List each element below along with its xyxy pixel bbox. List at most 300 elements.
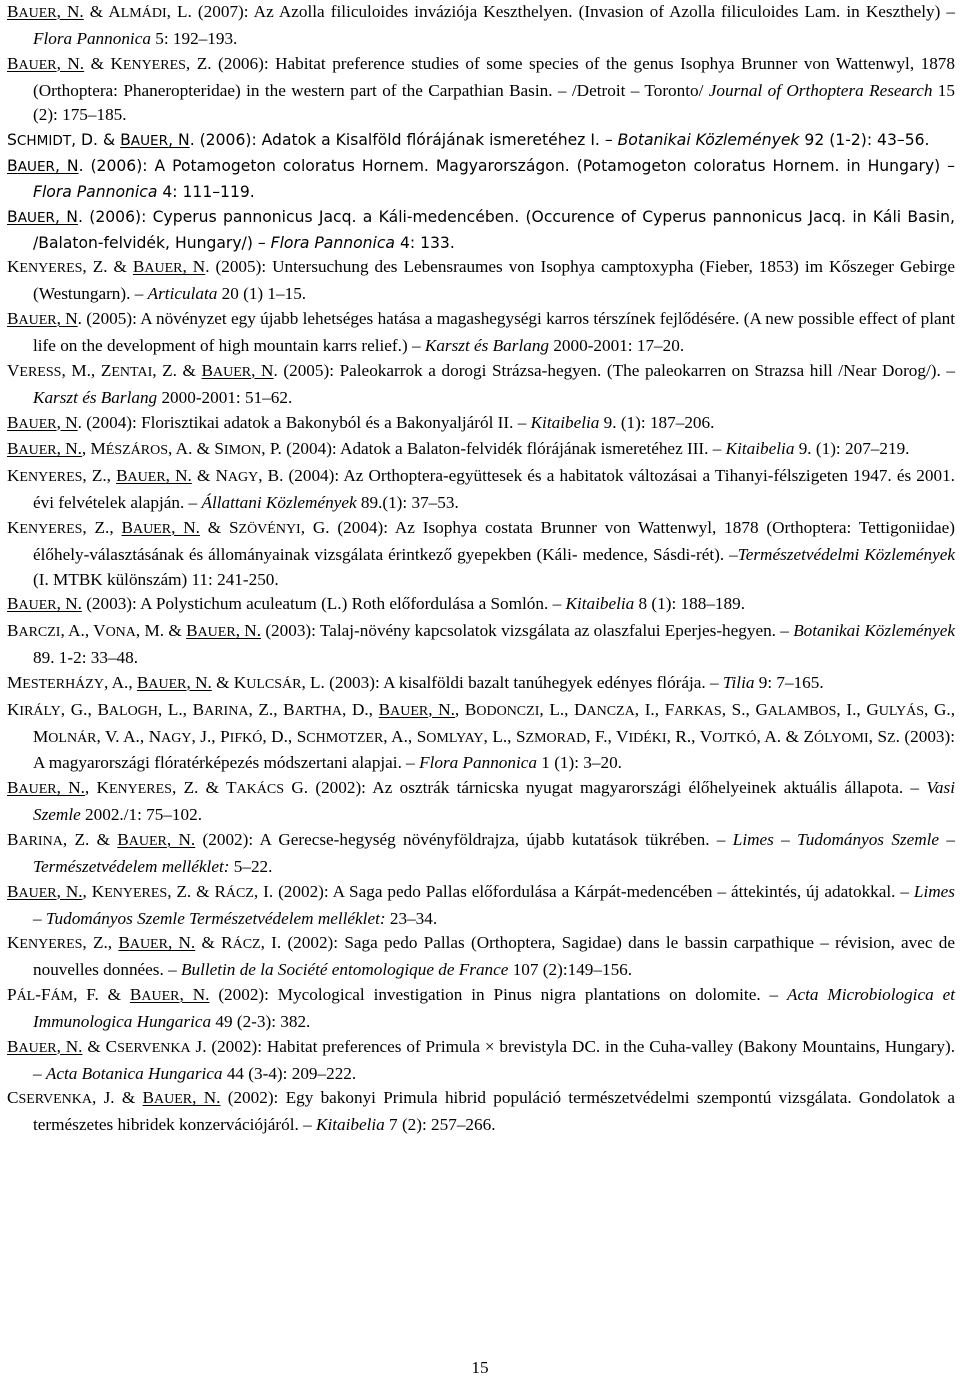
reference-text-segment: , S: [868, 726, 888, 746]
reference-text-segment: , P. (2004): Adatok a Balaton-felvidék flórájának ismeretéhez III. –: [261, 439, 726, 459]
reference-text-segment: AKÁCS: [236, 782, 285, 798]
reference-text-segment: , M.,: [61, 360, 101, 380]
reference-text-segment: N: [148, 726, 162, 746]
reference-text-segment: , M. &: [135, 621, 187, 641]
reference-entry: [7, 307, 955, 359]
reference-text-segment: Articulata: [147, 284, 218, 304]
reference-text-segment: S: [228, 517, 239, 537]
reference-text-segment: Állattani Közlemények: [201, 493, 357, 513]
reference-text-segment: ENYERES: [19, 937, 83, 953]
reference-text-segment: AUER: [17, 159, 55, 176]
reference-text-segment: 2000-2001: 51–62.: [157, 387, 293, 407]
reference-text-segment: B: [186, 621, 198, 641]
reference-text-segment: , A.,: [383, 726, 417, 746]
reference-text-segment: S: [7, 131, 17, 150]
reference-text-segment: Kitaibelia: [725, 439, 795, 459]
reference-text-segment: AGY: [227, 470, 259, 486]
reference-text-segment: B: [7, 830, 19, 849]
reference-text-segment: , L. (2003): A kisalföldi bazalt tanúhegyek edényes flórája. –: [301, 672, 723, 692]
reference-text-segment: , A.,: [60, 621, 94, 641]
reference-text-segment: , J. &: [92, 1088, 143, 1108]
reference-text-segment: ENTAI: [111, 364, 153, 380]
reference-text-segment: . (2005): A növényzet egy újabb lehetséges hatása a magashegységi karros térszínek fejlődésére. (A new possible effect of plant life on the development of high mountain karrs relief.) –: [33, 309, 956, 355]
reference-text-segment: , Z. &: [62, 830, 118, 849]
reference-text-segment: ENYERES: [108, 782, 172, 798]
reference-text-segment: 4: 111–119.: [157, 182, 255, 201]
reference-text-segment: ANCZA: [586, 703, 635, 719]
reference-text-segment: C: [105, 1036, 118, 1056]
reference-text-segment: 89. 1-2: 33–48.: [33, 648, 139, 668]
reference-text-segment: T: [226, 778, 237, 798]
reference-text-segment: ALOGH: [108, 703, 158, 719]
reference-text-segment: B: [192, 699, 205, 719]
reference-text-segment: Természetvédelmi Közlemények: [737, 544, 956, 564]
reference-text-segment: ARCZI: [18, 625, 61, 641]
reference-text-segment: OMLYAY: [426, 730, 484, 746]
reference-text-segment: B: [464, 699, 477, 719]
reference-text-segment: B: [7, 439, 19, 459]
reference-text-segment: OJTKÓ: [712, 730, 757, 746]
reference-text-segment: AUER: [148, 676, 187, 692]
reference-text-segment: ESTERHÁZY: [22, 676, 104, 692]
reference-text-segment: SERVENKA: [18, 1092, 93, 1108]
reference-text-segment: , N: [168, 131, 190, 150]
reference-text-segment: B: [97, 699, 109, 719]
reference-text-segment: 1 (1): 3–20.: [537, 753, 622, 773]
reference-text-segment: 92 (1-2): 43–56.: [799, 131, 930, 150]
reference-text-segment: (2003): Talaj-növény kapcsolatok vizsgálata az olaszfalui Eperjes-hegyen. –: [261, 621, 794, 641]
reference-text-segment: 15 (2): 175–185.: [33, 80, 955, 125]
reference-entry: [7, 411, 955, 438]
reference-text-segment: , I.,: [836, 699, 867, 719]
reference-text-segment: ÁCZ: [225, 885, 254, 901]
reference-text-segment: 2002./1: 75–102.: [80, 805, 203, 825]
reference-text-segment: A: [108, 2, 121, 21]
reference-text-segment: ARKAS: [674, 703, 722, 719]
reference-text-segment: AUER: [144, 261, 183, 277]
reference-text-segment: B: [7, 157, 18, 176]
reference-text-segment: AUER: [18, 443, 57, 459]
reference-text-segment: ÁCZ: [232, 937, 261, 953]
reference-text-segment: AUER: [127, 470, 166, 486]
reference-text-segment: S: [515, 726, 526, 746]
reference-entry: [7, 128, 955, 154]
reference-text-segment: ENYERES: [122, 57, 186, 73]
reference-text-segment: &: [84, 53, 111, 73]
reference-text-segment: Flora Pannonica: [33, 182, 158, 201]
reference-text-segment: 89.(1): 37–53.: [356, 493, 459, 513]
reference-text-segment: ARINA: [18, 834, 63, 849]
reference-text-segment: B: [118, 933, 130, 953]
reference-entry: [7, 154, 955, 205]
reference-text-segment: ENYERES: [104, 885, 168, 901]
reference-text-segment: Kitaibelia: [530, 412, 600, 432]
reference-text-segment: AUER: [18, 6, 57, 21]
reference-text-segment: , Z. &: [82, 257, 133, 277]
reference-text-segment: Vasi Szemle: [33, 778, 955, 825]
reference-text-segment: K: [233, 672, 247, 692]
reference-text-segment: , N: [55, 157, 79, 176]
reference-text-segment: ENYERES: [19, 521, 83, 537]
reference-text-segment: 49 (2-3): 382.: [211, 1011, 311, 1031]
reference-text-segment: Z: [887, 730, 896, 746]
reference-text-segment: 23–34.: [385, 908, 438, 928]
reference-entry: [7, 1086, 955, 1138]
reference-text-segment: C: [7, 1088, 19, 1108]
reference-text-segment: , N.: [56, 1036, 83, 1056]
reference-text-segment: K: [7, 699, 20, 719]
reference-text-segment: ZMORAD: [525, 730, 587, 746]
reference-text-segment: AGY: [161, 730, 192, 746]
reference-text-segment: V: [7, 360, 20, 380]
reference-text-segment: B: [7, 53, 19, 73]
reference-text-segment: , N.: [56, 778, 85, 798]
reference-text-segment: , N.: [167, 933, 196, 953]
reference-text-segment: J. (2002): Habitat preferences of Primula × brevistyla DC. in the Cuha-valley (Bakony Mountains, Hungary). –: [33, 1036, 955, 1083]
reference-text-segment: , D. &: [71, 131, 121, 150]
reference-text-segment: G: [755, 699, 768, 719]
reference-text-segment: , G.,: [60, 699, 98, 719]
reference-text-segment: 5–22.: [233, 856, 273, 876]
page-number: 15: [471, 1358, 489, 1377]
reference-text-segment: , N.: [186, 672, 212, 692]
reference-text-segment: ULYÁS: [878, 703, 925, 719]
reference-text-segment: F: [664, 699, 675, 719]
reference-text-segment: B: [129, 985, 142, 1005]
reference-entry: [7, 516, 955, 593]
reference-entry: [7, 464, 955, 516]
reference-text-segment: B: [378, 699, 391, 719]
reference-text-segment: IRÁLY: [19, 703, 61, 719]
reference-text-segment: AUER: [18, 313, 57, 329]
reference-text-segment: , I. (2002): A Saga pedo Pallas előfordulása a Kárpát-medencében – áttekintés, új adatokkal. –: [253, 881, 914, 901]
reference-entry: [7, 437, 955, 464]
reference-text-segment: AUER: [17, 209, 55, 226]
reference-text-segment: , N.: [192, 1088, 221, 1108]
reference-text-segment: . (2003): A magyarországi flóratérképezés módszertani alapjai. –: [33, 726, 956, 773]
reference-text-segment: ALAMBOS: [767, 703, 837, 719]
reference-text-segment: B: [121, 517, 133, 537]
reference-text-segment: , L.,: [539, 699, 575, 719]
reference-text-segment: M: [7, 672, 23, 692]
reference-text-segment: ENYERES: [19, 261, 83, 277]
reference-entry: [7, 592, 955, 619]
reference-text-segment: , Z.,: [248, 699, 284, 719]
reference-text-segment: AUER: [18, 57, 57, 73]
reference-text-segment: . (2005): Untersuchung des Lebensraumes von Isophya camptoxypha (Fieber, 1853) im Kőszeger Gebirge (Westungarn). –: [33, 257, 955, 304]
reference-text-segment: &: [199, 517, 229, 537]
reference-text-segment: B: [7, 2, 19, 21]
reference-text-segment: ZÖVÉNYI: [238, 521, 301, 537]
reference-text-segment: 44 (3-4): 209–222.: [222, 1063, 357, 1083]
reference-text-segment: CHMOTZER: [306, 730, 384, 746]
reference-text-segment: , I. (2002): Saga pedo Pallas (Orthoptera, Sagidae) dans le bassin carpathique – révision, avec de nouvelles données. –: [33, 933, 956, 980]
reference-text-segment: S: [416, 726, 427, 746]
reference-text-segment: CHMIDT: [16, 133, 72, 150]
reference-entry: [7, 671, 955, 698]
reference-text-segment: Flora Pannonica: [33, 28, 151, 48]
reference-text-segment: ULCSÁR: [246, 676, 302, 692]
reference-text-segment: &: [211, 672, 234, 692]
reference-text-segment: , N: [251, 360, 274, 380]
reference-text-segment: , D.,: [262, 726, 297, 746]
reference-text-segment: , Z.,: [82, 517, 122, 537]
reference-text-segment: ENYERES: [19, 470, 83, 486]
reference-text-segment: B: [132, 257, 145, 277]
reference-text-segment: . (2006): A Potamogeton coloratus Hornem. Magyarországon. (Potamogeton coloratus Hornem. in Hungary) –: [78, 157, 955, 176]
reference-text-segment: 9: 7–165.: [754, 672, 824, 692]
reference-text-segment: AUER: [18, 1040, 57, 1056]
reference-text-segment: , D.,: [342, 699, 379, 719]
reference-text-segment: Botanikai Közlemények: [617, 131, 800, 150]
reference-text-segment: G. (2002): Az osztrák tárnicska nyugat magyarországi élőhelyeinek aktuális állapota. –: [284, 778, 927, 798]
reference-text-segment: 5: 192–193.: [150, 28, 238, 48]
reference-text-segment: K: [7, 466, 20, 486]
reference-text-segment: OLNÁR: [48, 730, 97, 746]
reference-text-segment: , N.: [166, 830, 196, 849]
reference-text-segment: 9. (1): 187–206.: [599, 412, 715, 432]
reference-text-segment: , N.: [235, 621, 262, 641]
reference-text-segment: Limes – Tudományos Szemle – Természetvédelem melléklet:: [33, 830, 955, 876]
reference-text-segment: , N.: [56, 439, 82, 459]
reference-text-segment: Z: [100, 360, 112, 380]
reference-text-segment: AUER: [197, 625, 236, 641]
reference-text-segment: G: [866, 699, 879, 719]
reference-text-segment: , G. (2004): Az Isophya costata Brunner von Wattenwyl, 1878 (Orthoptera: Tettigoniidae) élőhely-választásának és állományainak vizsgálata érintkező gyepekben (Káli- medence, Sásdi-rét). –: [33, 517, 955, 564]
reference-text-segment: , S.,: [721, 699, 756, 719]
reference-text-segment: M: [33, 726, 49, 746]
reference-text-segment: AUER: [128, 834, 167, 849]
reference-text-segment: B: [7, 778, 19, 798]
reference-text-segment: , R.,: [666, 726, 700, 746]
reference-text-segment: K: [7, 257, 20, 277]
reference-text-segment: AUER: [129, 937, 168, 953]
reference-text-segment: AUER: [18, 416, 57, 432]
reference-text-segment: ,: [82, 881, 92, 901]
reference-text-segment: Kitaibelia: [565, 594, 635, 614]
reference-text-segment: , N: [56, 309, 78, 329]
reference-text-segment: AUER: [18, 782, 57, 798]
reference-text-segment: B: [7, 881, 19, 901]
reference-text-segment: V: [93, 621, 106, 641]
reference-entry: [7, 52, 955, 129]
reference-text-segment: Tilia: [722, 672, 755, 692]
reference-text-segment: , J.,: [191, 726, 221, 746]
reference-text-segment: 4: 133.: [395, 233, 455, 252]
reference-text-segment: 20 (1) 1–15.: [217, 284, 307, 304]
reference-text-segment: B: [7, 412, 19, 432]
reference-text-segment: , A. &: [168, 439, 215, 459]
reference-text-segment: 8 (1): 188–189.: [634, 594, 745, 614]
reference-text-segment: ONA: [105, 625, 136, 641]
reference-text-segment: IFKÓ: [229, 730, 263, 746]
reference-entry: [7, 698, 955, 777]
reference-text-segment: B: [7, 594, 19, 614]
reference-text-segment: B: [7, 621, 19, 641]
reference-entry: [7, 931, 955, 983]
reference-entry: [7, 1035, 955, 1087]
reference-text-segment: ÁM: [50, 989, 74, 1005]
reference-text-segment: . (2004): Florisztikai adatok a Bakonyból és a Bakonyaljáról II. –: [77, 412, 531, 432]
reference-text-segment: AUER: [213, 364, 252, 380]
reference-entry: [7, 880, 955, 932]
reference-text-segment: (I. MTBK különszám) 11: 241-250.: [33, 569, 279, 589]
reference-text-segment: , L. (2007): Az Azolla filiculoides inváziója Keszthelyen. (Invasion of Azolla filiculoides Lam. in Keszthely) –: [166, 2, 955, 21]
reference-text-segment: , F. &: [73, 985, 130, 1005]
reference-text-segment: (2002): A Gerecse-hegység növényföldrajza, újabb kutatások tükrében. –: [195, 830, 733, 849]
reference-entry: [7, 983, 955, 1035]
reference-text-segment: B: [7, 207, 18, 226]
reference-text-segment: , Z. &: [171, 778, 227, 798]
reference-text-segment: , N.: [56, 594, 82, 614]
reference-entry: [7, 205, 955, 256]
reference-text-segment: AUER: [18, 885, 57, 901]
reference-text-segment: B: [142, 1088, 155, 1108]
reference-text-segment: Karszt és Barlang: [33, 387, 158, 407]
reference-text-segment: , Z. &: [167, 881, 215, 901]
reference-text-segment: , N: [182, 257, 206, 277]
reference-text-segment: , N.: [165, 466, 192, 486]
reference-text-segment: B: [7, 309, 19, 329]
reference-text-segment: B: [283, 699, 295, 719]
reference-text-segment: IDÉKI: [628, 730, 667, 746]
reference-entry: [7, 255, 955, 307]
reference-text-segment: B: [7, 1036, 19, 1056]
reference-text-segment: , V. A.,: [96, 726, 149, 746]
reference-entry: [7, 828, 955, 880]
reference-text-segment: S: [296, 726, 307, 746]
reference-text-segment: B: [116, 466, 128, 486]
reference-text-segment: Acta Microbiologica et Immunologica Hungarica: [33, 985, 955, 1031]
reference-text-segment: 107 (2):149–156.: [508, 960, 633, 980]
reference-text-segment: V: [699, 726, 713, 746]
reference-text-segment: , N: [56, 412, 78, 432]
reference-text-segment: ÉSZÁROS: [105, 443, 169, 459]
reference-text-segment: , Z.,: [82, 933, 119, 953]
reference-text-segment: F: [40, 985, 51, 1005]
reference-text-segment: 7 (2): 257–266.: [384, 1115, 496, 1135]
reference-text-segment: ,: [454, 699, 465, 719]
reference-text-segment: , B. (2004): Az Orthoptera-együttesek és a habitatok változásai a Tihanyi-félszigeten 1947. és 2001. évi felvételek alapján. –: [33, 466, 955, 513]
reference-text-segment: Kitaibelia: [316, 1115, 385, 1135]
reference-text-segment: Botanikai Közlemények: [793, 621, 955, 641]
reference-text-segment: AUER: [130, 133, 169, 150]
reference-text-segment: Flora Pannonica: [419, 753, 537, 773]
reference-text-segment: , A. &: [756, 726, 804, 746]
reference-text-segment: AUER: [18, 598, 57, 614]
reference-text-segment: SERVENKA: [117, 1040, 191, 1056]
reference-text-segment: &: [82, 1036, 106, 1056]
reference-text-segment: -: [35, 985, 41, 1005]
reference-text-segment: K: [7, 517, 20, 537]
reference-text-segment: , F.,: [586, 726, 617, 746]
reference-text-segment: AUER: [390, 703, 429, 719]
reference-entry: [7, 0, 955, 52]
reference-text-segment: &: [191, 466, 216, 486]
reference-text-segment: . (2006): Cyperus pannonicus Jacq. a Káli-medencében. (Occurence of Cyperus pannonicus Jacq. in Káli Basin, /Balaton-felvidék, Hungary/) –: [33, 207, 955, 252]
reference-text-segment: D: [574, 699, 587, 719]
reference-text-segment: , Z. (2006): Habitat preference studies of some species of the genus Isophya Brunner von Wattenwyl, 1878 (Orthoptera: Phaneropteridae) in the western part of the Carpathian Basin. – /Detroit – Toronto/: [33, 53, 955, 100]
reference-text-segment: . (2005): Paleokarrok a dorogi Strázsa-hegyen. (The paleokarren on Strazsa hill /Near Dorog/). –: [273, 360, 955, 380]
reference-text-segment: AUER: [141, 989, 180, 1005]
reference-text-segment: ARINA: [204, 703, 249, 719]
reference-text-segment: 9. (1): 207–219.: [794, 439, 910, 459]
reference-text-segment: (2002): Mycological investigation in Pinus nigra plantations on dolomite. –: [209, 985, 787, 1005]
reference-text-segment: , N: [55, 207, 78, 226]
reference-text-segment: , I.,: [634, 699, 665, 719]
reference-text-segment: , L.,: [157, 699, 193, 719]
reference-text-segment: ÓLYOMI: [814, 730, 869, 746]
reference-text-segment: P: [220, 726, 230, 746]
reference-text-segment: , L.,: [483, 726, 516, 746]
reference-text-segment: LMÁDI: [120, 6, 167, 21]
reference-text-segment: , A.,: [103, 672, 137, 692]
reference-text-segment: &: [83, 2, 109, 21]
reference-text-segment: K: [91, 881, 105, 901]
reference-text-segment: , G.,: [924, 699, 956, 719]
reference-text-segment: V: [616, 726, 629, 746]
reference-text-segment: ÁL: [16, 989, 36, 1005]
reference-text-segment: . (2006): Adatok a Kisalföld flórájának ismeretéhez I. –: [189, 131, 618, 150]
reference-text-segment: AUER: [132, 521, 172, 537]
reference-text-segment: P: [7, 985, 17, 1005]
reference-text-segment: Z: [803, 726, 815, 746]
reference-text-segment: , N.: [179, 985, 210, 1005]
reference-text-segment: K: [110, 53, 123, 73]
reference-text-segment: N: [215, 466, 228, 486]
reference-entry: [7, 619, 955, 671]
reference-text-segment: Limes – Tudományos Szemle Természetvédelem melléklet:: [33, 881, 955, 928]
reference-text-segment: , Z. &: [152, 360, 202, 380]
reference-text-segment: B: [136, 672, 149, 692]
reference-text-segment: , N.: [56, 53, 85, 73]
reference-text-segment: , N.: [428, 699, 455, 719]
reference-text-segment: IMON: [223, 443, 262, 459]
reference-text-segment: , N.: [171, 517, 200, 537]
reference-text-segment: S: [214, 439, 224, 459]
reference-text-segment: ERESS: [19, 364, 62, 380]
reference-text-segment: K: [7, 933, 20, 953]
reference-text-segment: Flora Pannonica: [270, 233, 395, 252]
reference-text-segment: Bulletin de la Société entomologique de France: [180, 960, 509, 980]
reference-text-segment: &: [195, 933, 222, 953]
reference-text-segment: ODONCZI: [476, 703, 540, 719]
reference-text-segment: B: [117, 830, 129, 849]
reference-text-segment: AUER: [154, 1092, 193, 1108]
reference-text-segment: Journal of Orthoptera Research: [708, 80, 933, 100]
reference-text-segment: (2003): A Polystichum aculeatum (L.) Roth előfordulása a Somlón. –: [81, 594, 566, 614]
reference-text-segment: , Z.,: [82, 466, 117, 486]
reference-text-segment: B: [120, 131, 131, 150]
reference-text-segment: Acta Botanica Hungarica: [45, 1063, 223, 1083]
reference-text-segment: , N.: [56, 2, 84, 21]
reference-text-segment: K: [96, 778, 109, 798]
reference-text-segment: , N.: [56, 881, 83, 901]
reference-text-segment: R: [214, 881, 226, 901]
reference-text-segment: ,: [84, 778, 97, 798]
reference-text-segment: M: [90, 439, 106, 459]
reference-entry: [7, 359, 955, 411]
reference-text-segment: 2000-2001: 17–20.: [549, 335, 685, 355]
reference-list: [7, 0, 955, 1138]
reference-text-segment: ,: [81, 439, 91, 459]
reference-text-segment: ARTHA: [294, 703, 343, 719]
reference-entry: [7, 776, 955, 828]
reference-text-segment: Karszt és Barlang: [424, 335, 550, 355]
reference-text-segment: R: [221, 933, 233, 953]
reference-text-segment: B: [201, 360, 214, 380]
reference-text-segment: (2002): Egy bakonyi Primula hibrid populáció természetvédelmi szempontú vizsgálata. Gondolatok a természetes hibridek konzervációjáról. –: [33, 1088, 955, 1135]
